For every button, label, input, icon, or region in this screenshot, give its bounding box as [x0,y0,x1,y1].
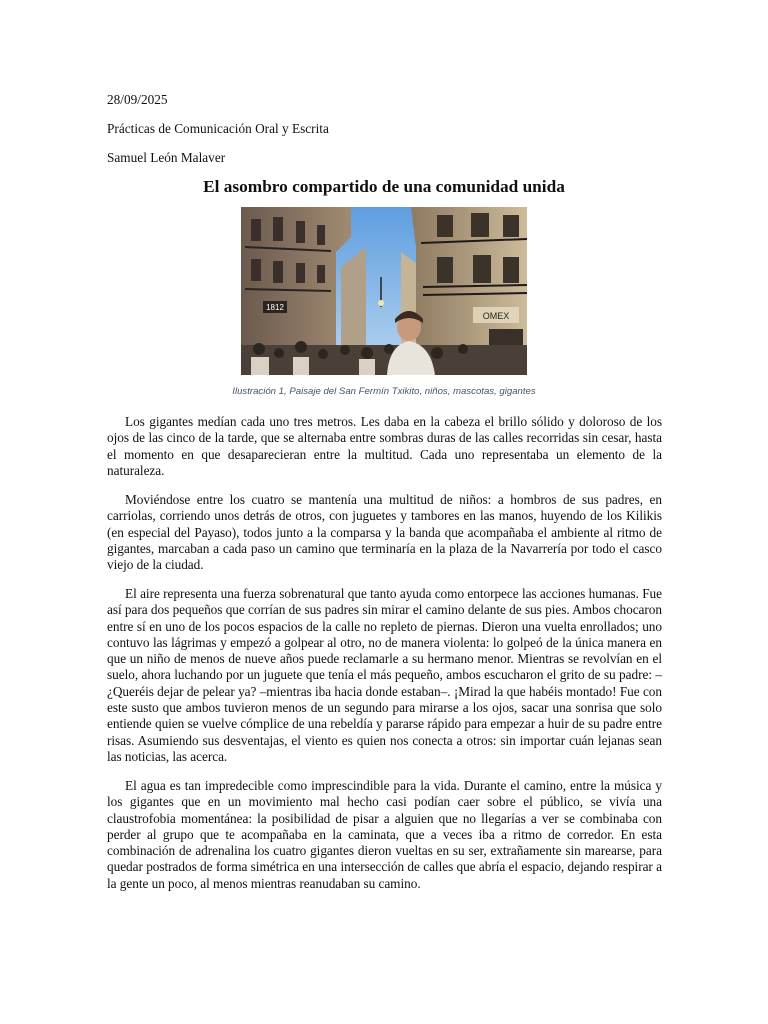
course-name: Prácticas de Comunicación Oral y Escrita [107,121,329,136]
building-sign-1812: 1812 [266,303,284,312]
street-festival-photo [241,207,527,375]
body-paragraph-1: Los gigantes medían cada uno tres metros. Les daba en la cabeza el brillo sólido y doloroso de los ojos de las cinco de la tarde, que se alternaba entre sombras duras de las calles recorridas sin cesar, hasta el momento en que desaparecieran entre la multitud. Cada uno representaba un elemento de la naturaleza. [107,414,662,478]
author-name: Samuel León Malaver [107,150,226,165]
document-date: 28/09/2025 [107,92,168,107]
body-paragraph-2: Moviéndose entre los cuatro se mantenía una multitud de niños: a hombros de sus padres, en carriolas, corriendo unos detrás de otros, con juguetes y tambores en las manos, huyendo de los Kilikis (en especial del Payaso), todos junto a la comparsa y la banda que acompañaba el ambiente al ritmo de gigantes, marcaban a cada paso un camino que terminaría en la plaza de la Navarrería por todo el casco viejo de la ciudad. [107,492,662,573]
document-title: El asombro compartido de una comunidad unida [203,177,565,196]
shop-sign-omex: OMEX [482,311,510,321]
body-paragraph-3: El aire representa una fuerza sobrenatural que tanto ayuda como entorpece las acciones humanas. Fue así para dos pequeños que corrían de sus padres sin mirar el camino delante de sus pies. Ambos chocaron entre sí en uno de los pocos espacios de la calle no repleto de piernas. Dieron una vuelta enrollados; uno contuvo las lágrimas y empezó a golpear al otro, no de manera violenta: lo golpeó de la única manera en que un niño de menos de nueve años puede reclamarle a su hermano menor. Mientras se revolvían en el suelo, ahora luchando por un juguete que tenía el más pequeño, ambos escucharon el grito de su padre: –¿Queréis dejar de pelear ya? –mientras iba hacia donde estaban–. ¡Mirad la que habéis montado! Fue con este susto que ambos tuvieron menos de un segundo para mirarse a los ojos, sacar una sonrisa que solo entiende quien se vuelve cómplice de una rebeldía y pararse rápido para empezar a huir de su padre entre risas. Asumiendo sus desventajas, el viento es quien nos conecta a otros: sin importar cuán lejanas sean las noticias, las acerca. [107,586,662,764]
figure-caption: Ilustración 1, Paisaje del San Fermín Txikito, niños, mascotas, gigantes [232,386,536,397]
body-paragraph-4: El agua es tan impredecible como imprescindible para la vida. Durante el camino, entre la música y los gigantes que en un movimiento mal hecho casi podían caer sobre el público, se vivía una claustrofobia momentánea: la posibilidad de pisar a alguien que no llegarías a ver se combinaba con perder al grupo que te acompañaba en la caminata, que a veces iba a ritmo de corredor. En esta combinación de adrenalina los cuatro gigantes dieron vueltas en su ser, extrañamente sin marearse, para quedar postrados de forma simétrica en una intersección de calles que abría el espacio, dejando respirar a la gente un poco, al menos mientras reanudaban su camino. [107,778,662,891]
